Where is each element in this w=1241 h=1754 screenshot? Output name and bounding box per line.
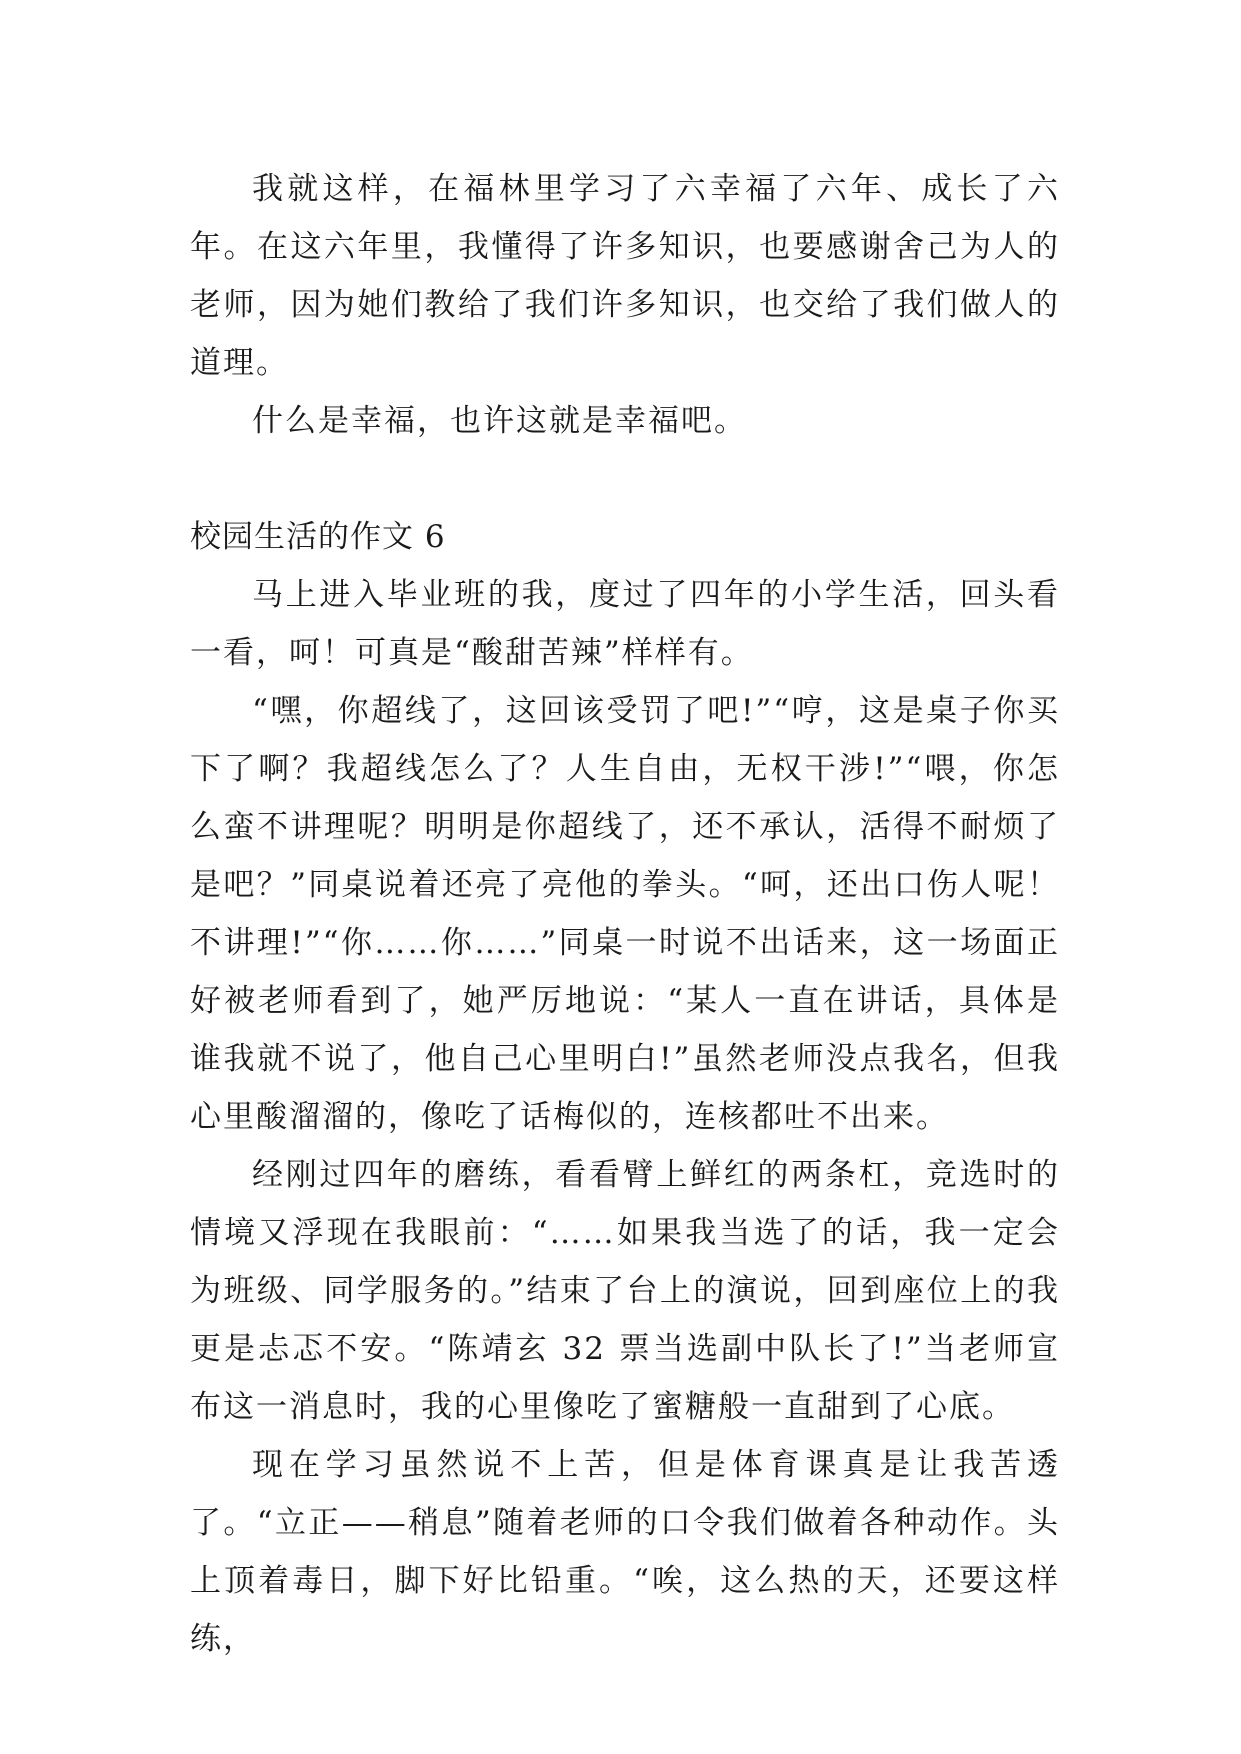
paragraph: 马上进入毕业班的我，度过了四年的小学生活，回头看一看，呵！可真是“酸甜苦辣”样样有。 [190, 577, 1060, 671]
paragraph: 我就这样，在福林里学习了六幸福了六年、成长了六年。在这六年里，我懂得了许多知识，也要感谢舍己为人的老师，因为她们教给了我们许多知识，也交给了我们做人的道理。 [190, 171, 1060, 381]
paragraph: 现在学习虽然说不上苦，但是体育课真是让我苦透了。“立正——稍息”随着老师的口令我们做着各种动作。头上顶着毒日，脚下好比铅重。“唉，这么热的天，还要这样练， [190, 1447, 1060, 1657]
paragraph: 经刚过四年的磨练，看看臂上鲜红的两条杠，竞选时的情境又浮现在我眼前：“……如果我当选了的话，我一定会为班级、同学服务的。”结束了台上的演说，回到座位上的我更是忐忑不安。“陈靖玄 32 票当选副中队长了!”当老师宣布这一消息时，我的心里像吃了蜜糖般一直甜到了心底。 [190, 1157, 1060, 1425]
paragraph: 什么是幸福，也许这就是幸福吧。 [252, 403, 747, 439]
paragraph: “嘿，你超线了，这回该受罚了吧!”“哼，这是桌子你买下了啊？我超线怎么了？人生自由，无权干涉!”“喂，你怎么蛮不讲理呢？明明是你超线了，还不承认，活得不耐烦了是吧？”同桌说着还亮了亮他的拳头。“呵，还出口伤人呢！不讲理!”“你……你……”同桌一时说不出话来，这一场面正好被老师看到了，她严厉地说：“某人一直在讲话，具体是谁我就不说了，他自己心里明白!”虽然老师没点我名，但我心里酸溜溜的，像吃了话梅似的，连核都吐不出来。 [190, 693, 1060, 1135]
document-body [190, 160, 1060, 1668]
section-title: 校园生活的作文 6 [190, 519, 446, 555]
